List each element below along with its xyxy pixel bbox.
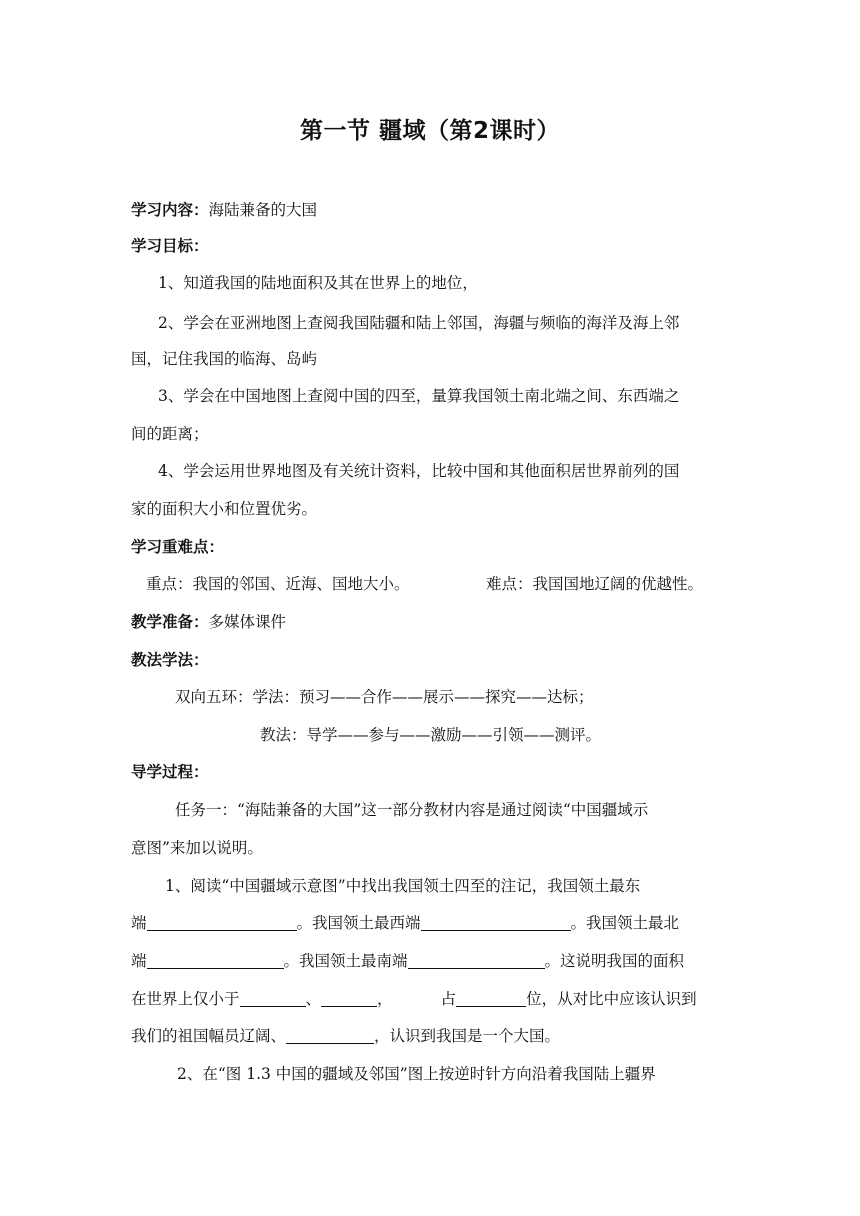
q1d-text-3: ， xyxy=(377,990,393,1008)
prep-value: 多媒体课件 xyxy=(208,613,287,631)
keypoints-heading: 学习重难点： xyxy=(131,538,225,556)
feature-blank[interactable] xyxy=(286,1027,374,1044)
objectives-heading: 学习目标： xyxy=(131,237,209,255)
question1-line-5 xyxy=(131,1026,560,1046)
q1d-text-1: 在世界上仅小于 xyxy=(131,990,240,1008)
question1-line-2 xyxy=(131,913,679,933)
study-content-label: 学习内容： xyxy=(131,201,209,219)
south-end-blank[interactable] xyxy=(408,952,545,969)
methods-heading: 教法学法： xyxy=(131,651,209,669)
question2-line-1: 2、在“图 1.3 中国的疆域及邻国”图上按逆时针方向沿着我国陆上疆界 xyxy=(177,1065,656,1083)
q1d-text-5: 位，从对比中应该认识到 xyxy=(526,990,697,1008)
objective-2-line-2: 国，记住我国的临海、岛屿 xyxy=(131,350,318,368)
q1b-text-1: 端 xyxy=(131,914,147,932)
q1b-text-2: 。我国领土最西端 xyxy=(296,914,421,932)
q1c-text-2: 。我国领土最南端 xyxy=(283,952,408,970)
q1c-text-1: 端 xyxy=(131,952,147,970)
q1e-text-1: 我们的祖国幅员辽阔、 xyxy=(131,1027,287,1045)
question1-line-1: 1、阅读“中国疆域示意图”中找出我国领土四至的注记，我国领土最东 xyxy=(165,877,641,895)
q1c-text-3: 。这说明我国的面积 xyxy=(544,952,685,970)
objective-2-line-1: 2、学会在亚洲地图上查阅我国陆疆和陆上邻国，海疆与频临的海洋及海上邻 xyxy=(158,314,680,332)
q1e-text-2: ，认识到我国是一个大国。 xyxy=(374,1027,561,1045)
objective-4-line-1: 4、学会运用世界地图及有关统计资料，比较中国和其他面积居世界前列的国 xyxy=(158,462,680,480)
process-heading: 导学过程： xyxy=(131,763,209,781)
q1d-text-4: 占 xyxy=(440,990,457,1008)
page-title: 第一节 疆域（第2课时） xyxy=(299,118,560,144)
prep-label: 教学准备： xyxy=(131,613,209,631)
prep-line xyxy=(131,612,286,632)
north-end-blank[interactable] xyxy=(147,952,284,969)
larger-country-2-blank[interactable] xyxy=(321,990,377,1007)
q1d-text-2: 、 xyxy=(305,990,322,1008)
difficult-point: 难点：我国国地辽阔的优越性。 xyxy=(486,575,704,593)
question1-line-3 xyxy=(131,951,684,971)
objective-4-line-2: 家的面积大小和位置优劣。 xyxy=(131,500,318,518)
question1-line-4 xyxy=(131,989,697,1009)
objective-1: 1、知道我国的陆地面积及其在世界上的地位， xyxy=(158,274,478,292)
objective-3-line-2: 间的距离； xyxy=(131,425,209,443)
learning-method: 双向五环：学法：预习——合作——展示——探究——达标； xyxy=(175,688,594,706)
study-content-line xyxy=(131,200,317,220)
objective-3-line-1: 3、学会在中国地图上查阅中国的四至，量算我国领土南北端之间、东西端之 xyxy=(158,387,680,405)
study-content-value: 海陆兼备的大国 xyxy=(208,201,318,219)
larger-country-1-blank[interactable] xyxy=(240,990,306,1007)
task1-line-1: 任务一：“海陆兼备的大国”这一部分教材内容是通过阅读“中国疆域示 xyxy=(175,801,649,819)
east-end-blank[interactable] xyxy=(147,914,297,931)
key-point: 重点：我国的邻国、近海、国地大小。 xyxy=(146,575,410,593)
west-end-blank[interactable] xyxy=(421,914,571,931)
rank-blank[interactable] xyxy=(456,990,526,1007)
task1-line-2: 意图”来加以说明。 xyxy=(131,839,263,857)
teaching-method: 教法：导学——参与——激励——引领——测评。 xyxy=(260,726,602,744)
q1b-text-3: 。我国领土最北 xyxy=(570,914,680,932)
